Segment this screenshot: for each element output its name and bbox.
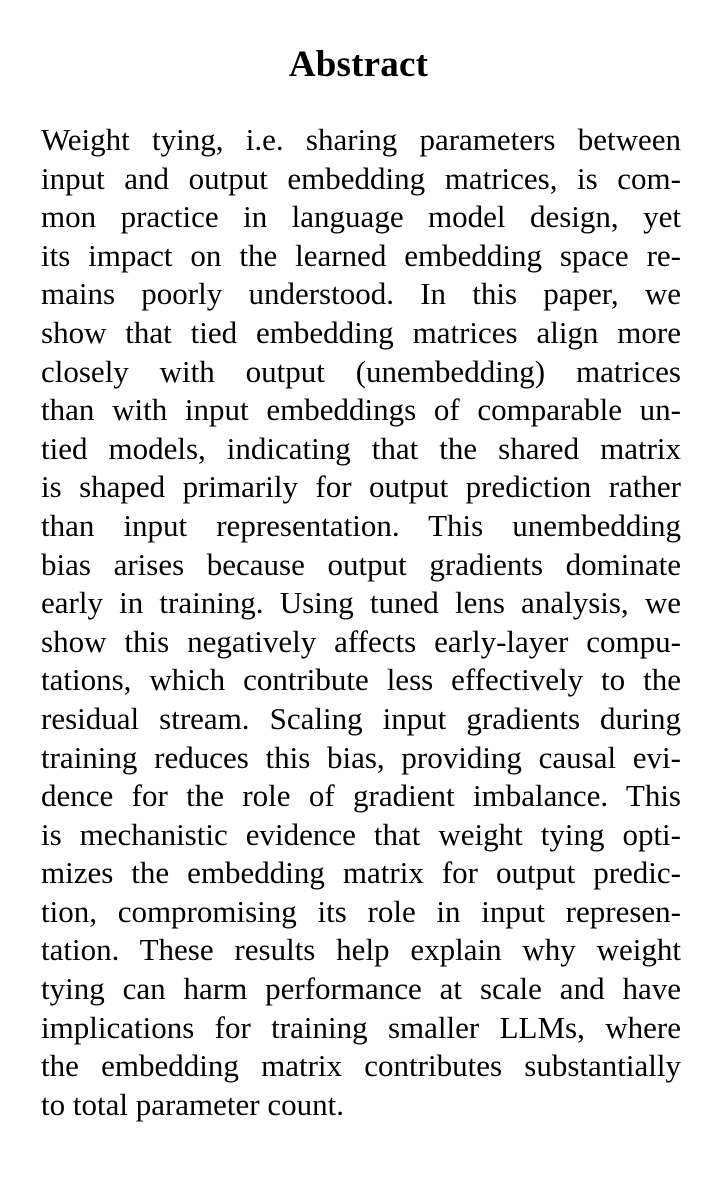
abstract-line: input and output embedding matrices, is com-: [41, 160, 681, 196]
abstract-line: tations, which contribute less effectively to the: [41, 662, 681, 698]
abstract-line: show this negatively affects early-layer compu-: [41, 623, 681, 659]
abstract-line: tion, compromising its role in input represen-: [41, 893, 681, 929]
abstract-line: is shaped primarily for output prediction rather: [41, 469, 681, 505]
abstract-line: residual stream. Scaling input gradients during: [41, 700, 681, 736]
abstract-line: Weight tying, i.e. sharing parameters between: [41, 122, 681, 157]
abstract-line: show that tied embedding matrices align more: [41, 314, 681, 350]
abstract-line: than input representation. This unembedding: [41, 507, 681, 543]
abstract-line: than with input embeddings of comparable un-: [41, 392, 681, 428]
abstract-line: training reduces this bias, providing causal evi-: [41, 739, 681, 775]
abstract-line: early in training. Using tuned lens analysis, we: [41, 585, 681, 621]
abstract-line: is mechanistic evidence that weight tying opti-: [41, 816, 681, 852]
abstract-line: tying can harm performance at scale and have: [41, 971, 681, 1007]
abstract-line: tied models, indicating that the shared matrix: [41, 430, 681, 466]
abstract-line: mains poorly understood. In this paper, we: [41, 276, 681, 312]
abstract-line: tation. These results help explain why weight: [41, 932, 681, 968]
abstract-line: bias arises because output gradients dominate: [41, 546, 681, 582]
abstract-text: [41, 121, 681, 1124]
abstract-line: dence for the role of gradient imbalance. This: [41, 778, 681, 814]
abstract-line: the embedding matrix contributes substantially: [41, 1048, 681, 1084]
abstract-line: to total parameter count.: [41, 1086, 344, 1122]
abstract-line: implications for training smaller LLMs, where: [41, 1009, 681, 1045]
abstract-line: closely with output (unembedding) matrices: [41, 353, 681, 389]
abstract-line: mon practice in language model design, yet: [41, 199, 681, 235]
abstract-line: mizes the embedding matrix for output predic-: [41, 855, 681, 891]
abstract-line: its impact on the learned embedding space re-: [41, 237, 681, 273]
abstract-heading: Abstract: [288, 44, 429, 85]
